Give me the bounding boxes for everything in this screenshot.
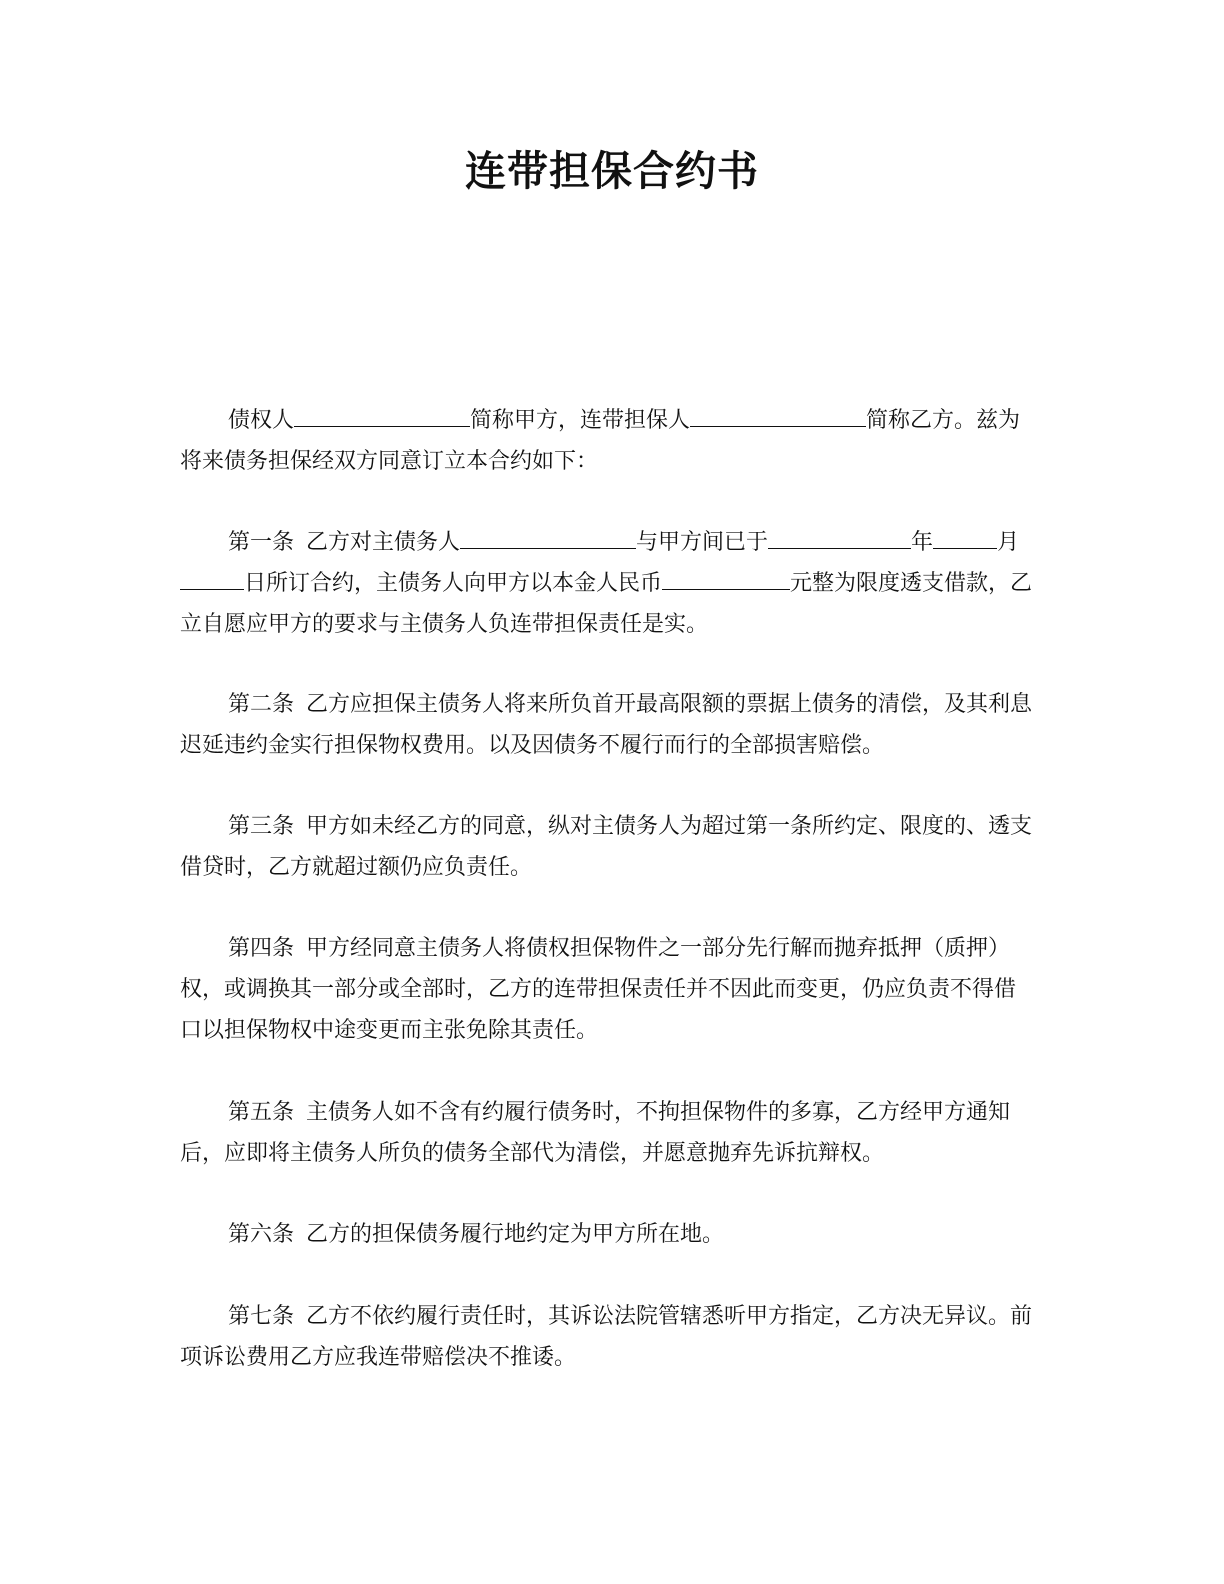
article-4-number: 第四条 <box>228 936 295 961</box>
article-1-text-5: 日所订合约，主债务人向甲方以本金人民币 <box>244 571 663 596</box>
article-3 <box>180 806 1036 888</box>
article-7-number: 第七条 <box>228 1304 295 1329</box>
intro-text-3: 简称乙方。兹为将来债务担保经双方同意订立本合约如下： <box>180 408 1021 474</box>
intro-text-1: 债权人 <box>228 408 295 433</box>
article-5-number: 第五条 <box>228 1100 295 1125</box>
article-2 <box>180 684 1036 766</box>
day-blank <box>180 565 244 590</box>
article-6-text: 乙方的担保债务履行地约定为甲方所在地。 <box>306 1222 725 1247</box>
guarantor-blank <box>690 402 866 427</box>
article-7-text: 乙方不依约履行责任时，其诉讼法院管辖悉听甲方指定，乙方决无异议。前项诉讼费用乙方应我连带赔偿决不推诿。 <box>180 1304 1033 1370</box>
creditor-blank <box>294 402 470 427</box>
article-4-text: 甲方经同意主债务人将债权担保物件之一部分先行解而抛弃抵押（质押）权，或调换其一部分或全部时，乙方的连带担保责任并不因此而变更，仍应负责不得借口以担保物权中途变更而主张免除其责任。 <box>180 936 1017 1043</box>
article-5 <box>180 1092 1036 1174</box>
article-1-text-6: 元整为限度透支借款，乙立自愿应甲方的要求与主债务人负连带担保责任是实。 <box>180 571 1033 637</box>
document-title: 连带担保合约书 <box>465 147 759 195</box>
debtor-blank <box>460 524 636 549</box>
article-1-text-2: 与甲方间已于 <box>636 530 769 555</box>
article-7 <box>180 1296 1036 1378</box>
intro-paragraph <box>180 400 1036 482</box>
article-1-text-1: 乙方对主债务人 <box>306 530 461 555</box>
amount-blank <box>662 565 790 590</box>
article-1-text-4: 月 <box>997 530 1020 555</box>
article-5-text: 主债务人如不含有约履行债务时，不拘担保物件的多寡，乙方经甲方通知后，应即将主债务人所负的债务全部代为清偿，并愿意抛弃先诉抗辩权。 <box>180 1100 1011 1166</box>
month-blank <box>933 524 997 549</box>
article-2-text: 乙方应担保主债务人将来所负首开最高限额的票据上债务的清偿，及其利息迟延违约金实行担保物权费用。以及因债务不履行而行的全部损害赔偿。 <box>180 692 1033 758</box>
article-6 <box>180 1214 1036 1255</box>
article-4 <box>180 928 1036 1051</box>
article-3-number: 第三条 <box>228 814 295 839</box>
intro-text-2: 简称甲方，连带担保人 <box>470 408 691 433</box>
article-6-number: 第六条 <box>228 1222 295 1247</box>
article-1-text-3: 年 <box>911 530 934 555</box>
year-blank <box>768 524 911 549</box>
article-1 <box>180 522 1036 645</box>
article-1-number: 第一条 <box>228 530 295 555</box>
article-3-text: 甲方如未经乙方的同意，纵对主债务人为超过第一条所约定、限度的、透支借贷时，乙方就超过额仍应负责任。 <box>180 814 1033 880</box>
article-2-number: 第二条 <box>228 692 295 717</box>
